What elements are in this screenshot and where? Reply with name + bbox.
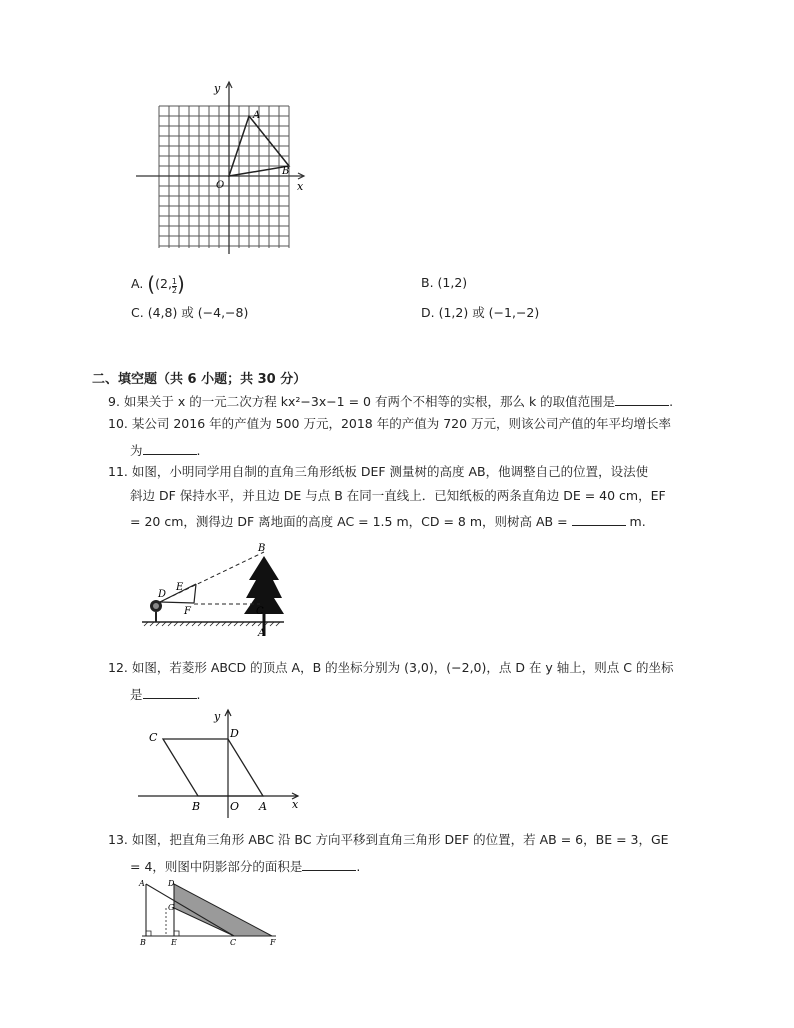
shaded-region xyxy=(174,884,272,936)
q13-label-c: C xyxy=(230,938,237,947)
q9-answer-blank[interactable] xyxy=(615,393,669,406)
option-a-letter: A. xyxy=(131,276,144,291)
question-10-line2: 为 . xyxy=(130,443,201,458)
q12-label-o: O xyxy=(230,800,240,813)
rhombus-figure xyxy=(132,706,308,818)
question-11-line2 xyxy=(130,490,666,503)
question-11-line3: = 20 cm，测得边 DF 离地面的高度 AC = 1.5 m，CD = 8 m，则树高 AB = m. xyxy=(130,514,646,529)
q12-number: 12. xyxy=(108,660,128,675)
tree-measurement-figure xyxy=(138,540,288,640)
option-d xyxy=(421,307,539,320)
q10-number: 10. xyxy=(108,416,128,431)
q12-text-line1: 如图，若菱形 ABCD 的顶点 A，B 的坐标分别为 (3,0)，(−2,0)，点 D 在 y 轴上，则点 C 的坐标 xyxy=(131,660,674,675)
q10-text-line2: 为 xyxy=(130,443,143,458)
option-b-text: (1,2) xyxy=(437,275,468,290)
question-11 xyxy=(108,466,648,479)
q12-label-x: x xyxy=(292,798,299,811)
q12-label-y: y xyxy=(214,710,221,723)
question-13 xyxy=(108,834,669,847)
section-title: 二、填空题（共 6 小题；共 30 分） xyxy=(92,372,307,387)
x-axis-label: x xyxy=(297,180,304,193)
question-9: 9. 如果关于 x 的一元二次方程 kx²−3x−1 = 0 有两个不相等的实根，那么 k 的取值范围是 . xyxy=(108,394,674,409)
grid-triangle-figure xyxy=(130,78,310,258)
option-a: A. ((2, $\frac{1}{2}$ ) xyxy=(131,272,185,296)
q13-label-a: A xyxy=(139,879,145,888)
q13-label-f: F xyxy=(270,938,276,947)
option-d-text: (1,2) 或 (−1,−2) xyxy=(438,305,540,320)
q13-label-d: D xyxy=(168,879,175,888)
grid-lines xyxy=(159,106,289,248)
q11-label-b: B xyxy=(258,543,266,554)
q11-label-e: E xyxy=(176,582,184,593)
question-12-line2: 是 . xyxy=(130,687,201,702)
point-b-label: B xyxy=(282,166,290,177)
q11-label-a: A xyxy=(258,628,266,639)
q9-number: 9. xyxy=(108,394,120,409)
y-axis-label: y xyxy=(214,82,221,95)
q11-label-d: D xyxy=(158,589,167,600)
option-b-letter: B. xyxy=(421,275,434,290)
origin-label: O xyxy=(216,180,225,191)
q12-label-a: A xyxy=(259,800,267,813)
option-c-text: (4,8) 或 (−4,−8) xyxy=(147,305,249,320)
option-d-letter: D. xyxy=(421,305,435,320)
q12-label-b: B xyxy=(192,800,201,813)
option-c-letter: C. xyxy=(131,305,144,320)
cardboard-ef xyxy=(194,584,196,603)
option-a-text: (2, xyxy=(155,276,172,291)
question-13-line2: = 4，则图中阴影部分的面积是 . xyxy=(130,859,361,874)
q10-answer-blank[interactable] xyxy=(143,442,197,455)
q13-number: 13. xyxy=(108,832,128,847)
q13-text-line2: = 4，则图中阴影部分的面积是 xyxy=(130,859,303,874)
q12-text-line2: 是 xyxy=(130,687,143,702)
q11-text-line1: 如图，小明同学用自制的直角三角形纸板 DEF 测量树的高度 AB，他调整自己的位置，设法使 xyxy=(131,464,649,479)
point-a-label: A xyxy=(253,110,261,121)
q10-text-line1: 某公司 2016 年的产值为 500 万元，2018 年的产值为 720 万元，则该公司产值的年平均增长率 xyxy=(131,416,672,431)
q12-label-d: D xyxy=(230,727,239,740)
rhombus-abcd xyxy=(163,739,263,796)
question-10 xyxy=(108,418,671,431)
cardboard-df xyxy=(160,602,194,603)
q12-answer-blank[interactable] xyxy=(143,686,197,699)
q11-label-f: F xyxy=(184,606,191,617)
q11-answer-blank[interactable] xyxy=(572,513,626,526)
q11-label-c: C xyxy=(256,606,264,617)
q11-text-line2: 斜边 DF 保持水平，并且边 DE 与点 B 在同一直线上．已知纸板的两条直角边 DE = 40 cm，EF xyxy=(130,488,666,503)
q12-label-c: C xyxy=(149,731,158,744)
q11-number: 11. xyxy=(108,464,128,479)
option-a-frac-num: 1 xyxy=(171,277,178,286)
q13-text-line1: 如图，把直角三角形 ABC 沿 BC 方向平移到直角三角形 DEF 的位置，若 AB = 6，BE = 3，GE xyxy=(131,832,669,847)
q13-label-b: B xyxy=(140,938,146,947)
translation-figure xyxy=(134,876,284,948)
q13-label-e: E xyxy=(171,938,177,947)
q9-text: 如果关于 x 的一元二次方程 kx²−3x−1 = 0 有两个不相等的实根，那么 k 的取值范围是 xyxy=(123,394,616,409)
option-c xyxy=(131,307,248,320)
q11-text-line3: = 20 cm，测得边 DF 离地面的高度 AC = 1.5 m，CD = 8 m，则树高 AB = xyxy=(130,514,568,529)
option-a-frac-den: 2 xyxy=(171,286,178,295)
q13-answer-blank[interactable] xyxy=(302,858,356,871)
option-b xyxy=(421,277,467,290)
q13-label-g: G xyxy=(168,903,175,912)
question-12 xyxy=(108,662,673,675)
